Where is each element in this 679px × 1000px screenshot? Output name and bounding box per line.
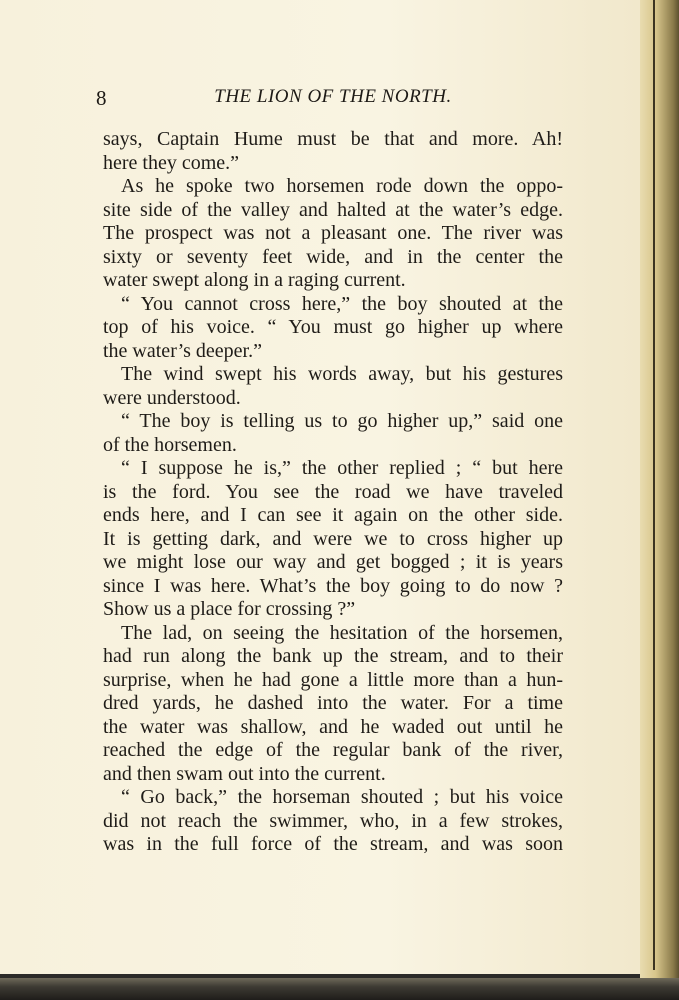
- text-line: water swept along in a raging current.: [103, 269, 406, 291]
- text-line: It is getting dark, and were we to cross higher up: [103, 527, 563, 550]
- book-binding: [640, 0, 679, 1000]
- text-line: did not reach the swimmer, who, in a few strokes,: [103, 809, 563, 832]
- text-line: “ You cannot cross here,” the boy shouted at the: [121, 292, 563, 315]
- text-line: sixty or seventy feet wide, and in the center the: [103, 245, 563, 268]
- text-line: we might lose our way and get bogged ; it is years: [103, 551, 563, 573]
- text-line: The wind swept his words away, but his gestures: [121, 363, 563, 385]
- body-text: [103, 128, 563, 857]
- text-line: was in the full force of the stream, and was soon: [103, 833, 563, 855]
- text-line: Show us a place for crossing ?”: [103, 598, 356, 620]
- text-line: is the ford. You see the road we have traveled: [103, 480, 563, 503]
- text-line: “ Go back,” the horseman shouted ; but his voice: [121, 786, 563, 808]
- text-line: The lad, on seeing the hesitation of the horsemen,: [121, 621, 563, 644]
- text-line: were understood.: [103, 386, 241, 409]
- text-line: says, Captain Hume must be that and more. Ah!: [103, 128, 563, 150]
- text-line: ends here, and I can see it again on the other side.: [103, 504, 563, 526]
- text-line: and then swam out into the current.: [103, 762, 386, 785]
- text-line: dred yards, he dashed into the water. For a time: [103, 692, 563, 714]
- book-bottom-edge: [0, 978, 679, 1000]
- text-line: The prospect was not a pleasant one. The river was: [103, 222, 563, 244]
- text-line: here they come.”: [103, 151, 240, 174]
- text-line: As he spoke two horsemen rode down the oppo-: [121, 175, 563, 197]
- text-line: site side of the valley and halted at the water’s edge.: [103, 198, 563, 221]
- text-line: surprise, when he had gone a little more than a hun-: [103, 668, 563, 691]
- running-header: [96, 84, 570, 110]
- text-line: top of his voice. “ You must go higher up where: [103, 316, 563, 338]
- text-line: reached the edge of the regular bank of the river,: [103, 739, 563, 761]
- text-line: since I was here. What’s the boy going to do now ?: [103, 574, 563, 597]
- text-line: the water’s deeper.”: [103, 339, 262, 362]
- text-line: the water was shallow, and he waded out until he: [103, 715, 563, 738]
- running-title: THE LION OF THE NORTH.: [214, 86, 452, 107]
- binding-edge: [653, 0, 655, 970]
- text-line: of the horsemen.: [103, 433, 237, 456]
- text-line: “ The boy is telling us to go higher up,” said one: [121, 410, 563, 432]
- text-line: “ I suppose he is,” the other replied ; “ but here: [121, 457, 563, 479]
- text-line: had run along the bank up the stream, and to their: [103, 645, 563, 667]
- page-number: 8: [96, 86, 107, 110]
